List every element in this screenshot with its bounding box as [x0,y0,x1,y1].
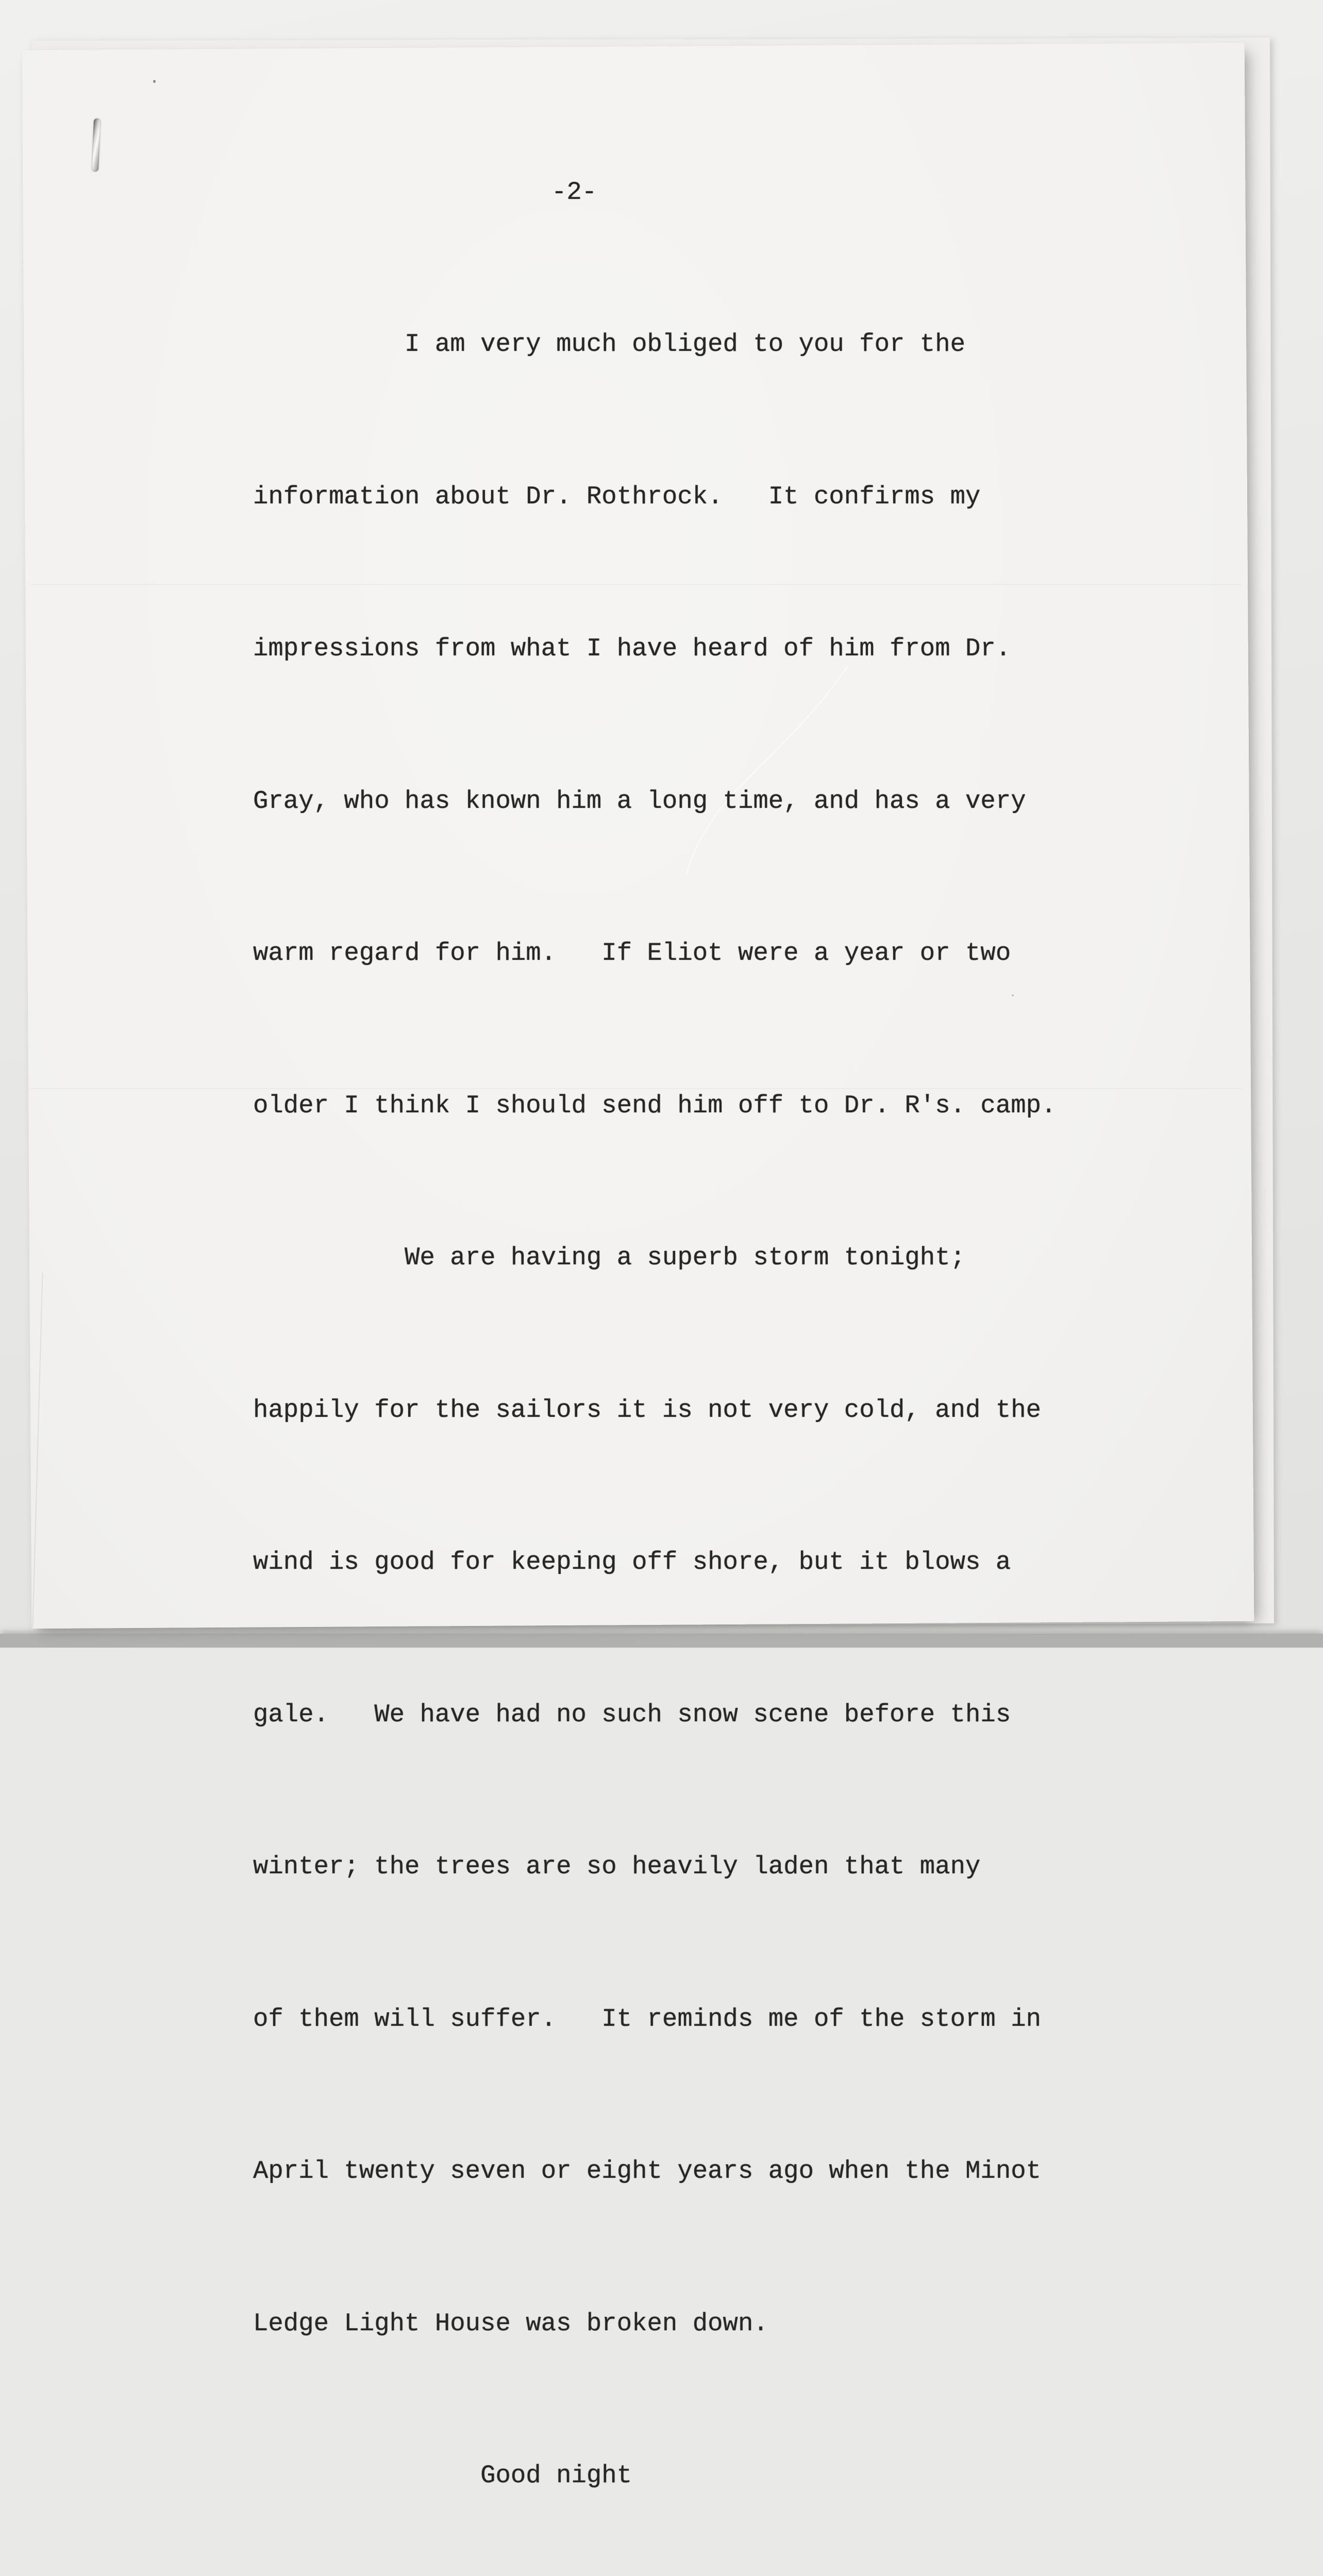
letter-line: impressions from what I have heard of him from Dr. [253,634,1011,663]
page-number: -2- [551,178,597,207]
letter-line: I am very much obliged to you for the [253,330,966,359]
letter-line: information about Dr. Rothrock. It confirms my [253,482,981,511]
letter-line: happily for the sailors it is not very cold, and the [253,1395,1042,1425]
letter-line: warm regard for him. If Eliot were a year or two [253,939,1011,968]
letter-body [253,217,1056,2576]
ink-speck [153,80,156,83]
letter-line: winter; the trees are so heavily laden that many [253,1852,981,1881]
letter-line: April twenty seven or eight years ago when the Minot [253,2157,1042,2185]
letter-line: Ledge Light House was broken down. [253,2309,768,2338]
letter-line: gale. We have had no such snow scene before this [253,1700,1011,1729]
letter-line: of them will suffer. It reminds me of the storm in [253,2004,1042,2033]
letter-line: wind is good for keeping off shore, but it blows a [253,1548,1011,1577]
letter-line: Gray, who has known him a long time, and has a very [253,786,1026,816]
letter-line: Good night [253,2461,632,2490]
letter-line: We are having a superb storm tonight; [253,1243,966,1272]
letter-line: older I think I should send him off to Dr. R's. camp. [253,1091,1057,1120]
